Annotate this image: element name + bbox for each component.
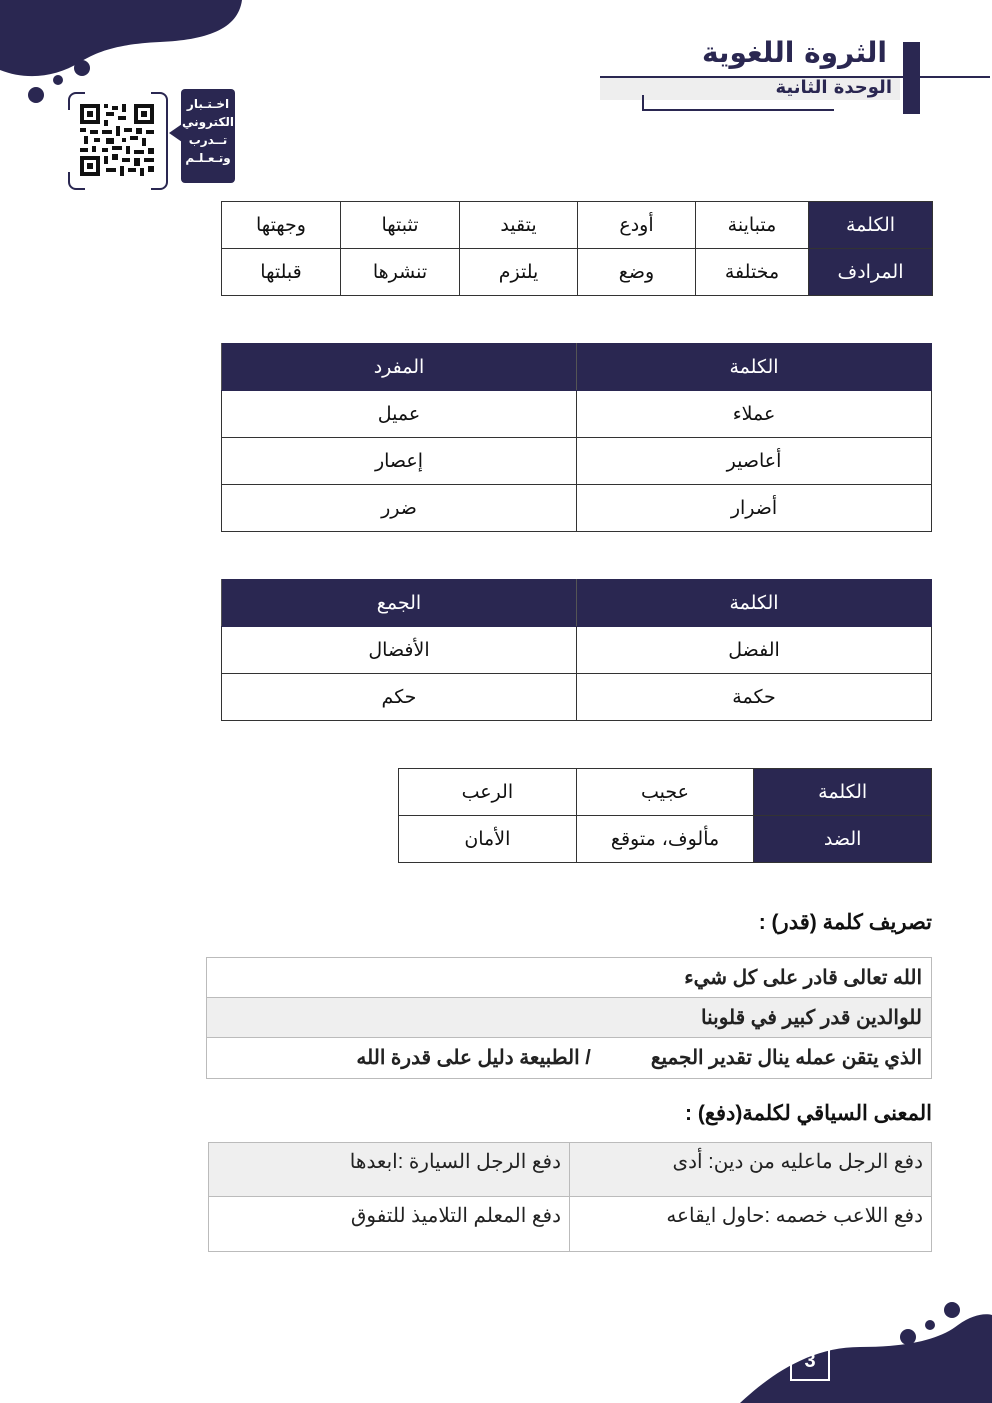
qr-code-icon[interactable] bbox=[80, 104, 154, 176]
badge-line-2: الكتروني bbox=[181, 115, 235, 129]
table-cell: إعصار bbox=[222, 438, 577, 485]
table-cell: حكمة bbox=[577, 674, 932, 721]
badge-line-3: تــدرب bbox=[188, 133, 228, 147]
conjugation-row: للوالدين قدر كبير في قلوبنا bbox=[207, 998, 931, 1038]
row-label-word: الكلمة bbox=[809, 202, 933, 249]
table-cell: دفع الرجل السيارة :ابعدها bbox=[209, 1143, 570, 1196]
badge-line-4: وتـعـلـم bbox=[185, 151, 231, 165]
page-number: 3 bbox=[790, 1341, 830, 1381]
table-cell: تثبتها bbox=[341, 202, 460, 249]
bottom-right-wave-decoration bbox=[740, 1295, 992, 1403]
conjugation-row: الله تعالى قادر على كل شيء bbox=[207, 958, 931, 998]
row-label-word: الكلمة bbox=[754, 769, 932, 816]
table-cell: عملاء bbox=[577, 391, 932, 438]
table-row bbox=[399, 816, 932, 863]
table-row bbox=[222, 485, 932, 532]
conjugation-title: تصريف كلمة (قدر) : bbox=[758, 911, 932, 934]
table-cell: متباينة bbox=[696, 202, 809, 249]
table-cell: الفضل bbox=[577, 627, 932, 674]
electronic-test-badge[interactable] bbox=[181, 89, 235, 183]
subtitle-bracket bbox=[642, 95, 834, 111]
table-row bbox=[209, 1197, 931, 1251]
table-row bbox=[222, 674, 932, 721]
conjugation-text: الذي يتقن عمله ينال تقدير الجميع bbox=[650, 1047, 922, 1069]
table-row bbox=[222, 438, 932, 485]
table-cell: ضرر bbox=[222, 485, 577, 532]
badge-line-1: اخـتـبار bbox=[186, 97, 230, 111]
table-header-row bbox=[222, 580, 932, 627]
table-cell: حكم bbox=[222, 674, 577, 721]
conjugation-text: / الطبيعة دليل على قدرة الله bbox=[356, 1047, 591, 1069]
table-cell: وضع bbox=[578, 249, 696, 296]
table-cell: دفع المعلم التلاميذ للتفوق bbox=[209, 1197, 570, 1251]
table-cell: قبلتها bbox=[222, 249, 341, 296]
table-cell: أضرار bbox=[577, 485, 932, 532]
table-cell: مختلفة bbox=[696, 249, 809, 296]
singulars-table bbox=[221, 343, 932, 532]
table-cell: عجيب bbox=[576, 769, 754, 816]
table-row bbox=[222, 627, 932, 674]
header-plural: الجمع bbox=[222, 580, 577, 627]
plurals-table bbox=[221, 579, 932, 721]
row-label-antonym: الضد bbox=[754, 816, 932, 863]
table-cell: أعاصير bbox=[577, 438, 932, 485]
conjugation-row bbox=[207, 1038, 931, 1078]
table-row bbox=[222, 249, 933, 296]
antonyms-table bbox=[398, 768, 932, 863]
table-row bbox=[222, 202, 933, 249]
table-cell: الأفضال bbox=[222, 627, 577, 674]
table-cell: تنشرها bbox=[341, 249, 460, 296]
table-row bbox=[399, 769, 932, 816]
header-singular: المفرد bbox=[222, 344, 577, 391]
table-header-row bbox=[222, 344, 932, 391]
unit-subtitle: الوحدة الثانية bbox=[775, 77, 892, 98]
context-meaning-table bbox=[208, 1142, 932, 1252]
table-cell: يتقيد bbox=[460, 202, 578, 249]
conjugation-box bbox=[206, 957, 932, 1079]
table-row bbox=[222, 391, 932, 438]
table-cell: الأمان bbox=[399, 816, 577, 863]
header-word: الكلمة bbox=[577, 580, 932, 627]
header-accent-bar bbox=[903, 42, 920, 114]
table-cell: أودع bbox=[578, 202, 696, 249]
row-label-synonym: المرادف bbox=[809, 249, 933, 296]
table-cell: دفع الرجل ماعليه من دين: أدى bbox=[672, 1151, 923, 1173]
table-row bbox=[209, 1143, 931, 1197]
header-word: الكلمة bbox=[577, 344, 932, 391]
table-cell: يلتزم bbox=[460, 249, 578, 296]
table-cell: دفع اللاعب خصمه :حاول ايقاعه bbox=[666, 1205, 923, 1227]
table-cell: وجهتها bbox=[222, 202, 341, 249]
table-cell: مألوف، متوقع bbox=[576, 816, 754, 863]
context-meaning-title: المعنى السياقي لكلمة(دفع) : bbox=[685, 1102, 932, 1125]
table-cell: الرعب bbox=[399, 769, 577, 816]
synonyms-table bbox=[221, 201, 933, 296]
page-title: الثروة اللغوية bbox=[701, 36, 887, 69]
table-cell: عميل bbox=[222, 391, 577, 438]
